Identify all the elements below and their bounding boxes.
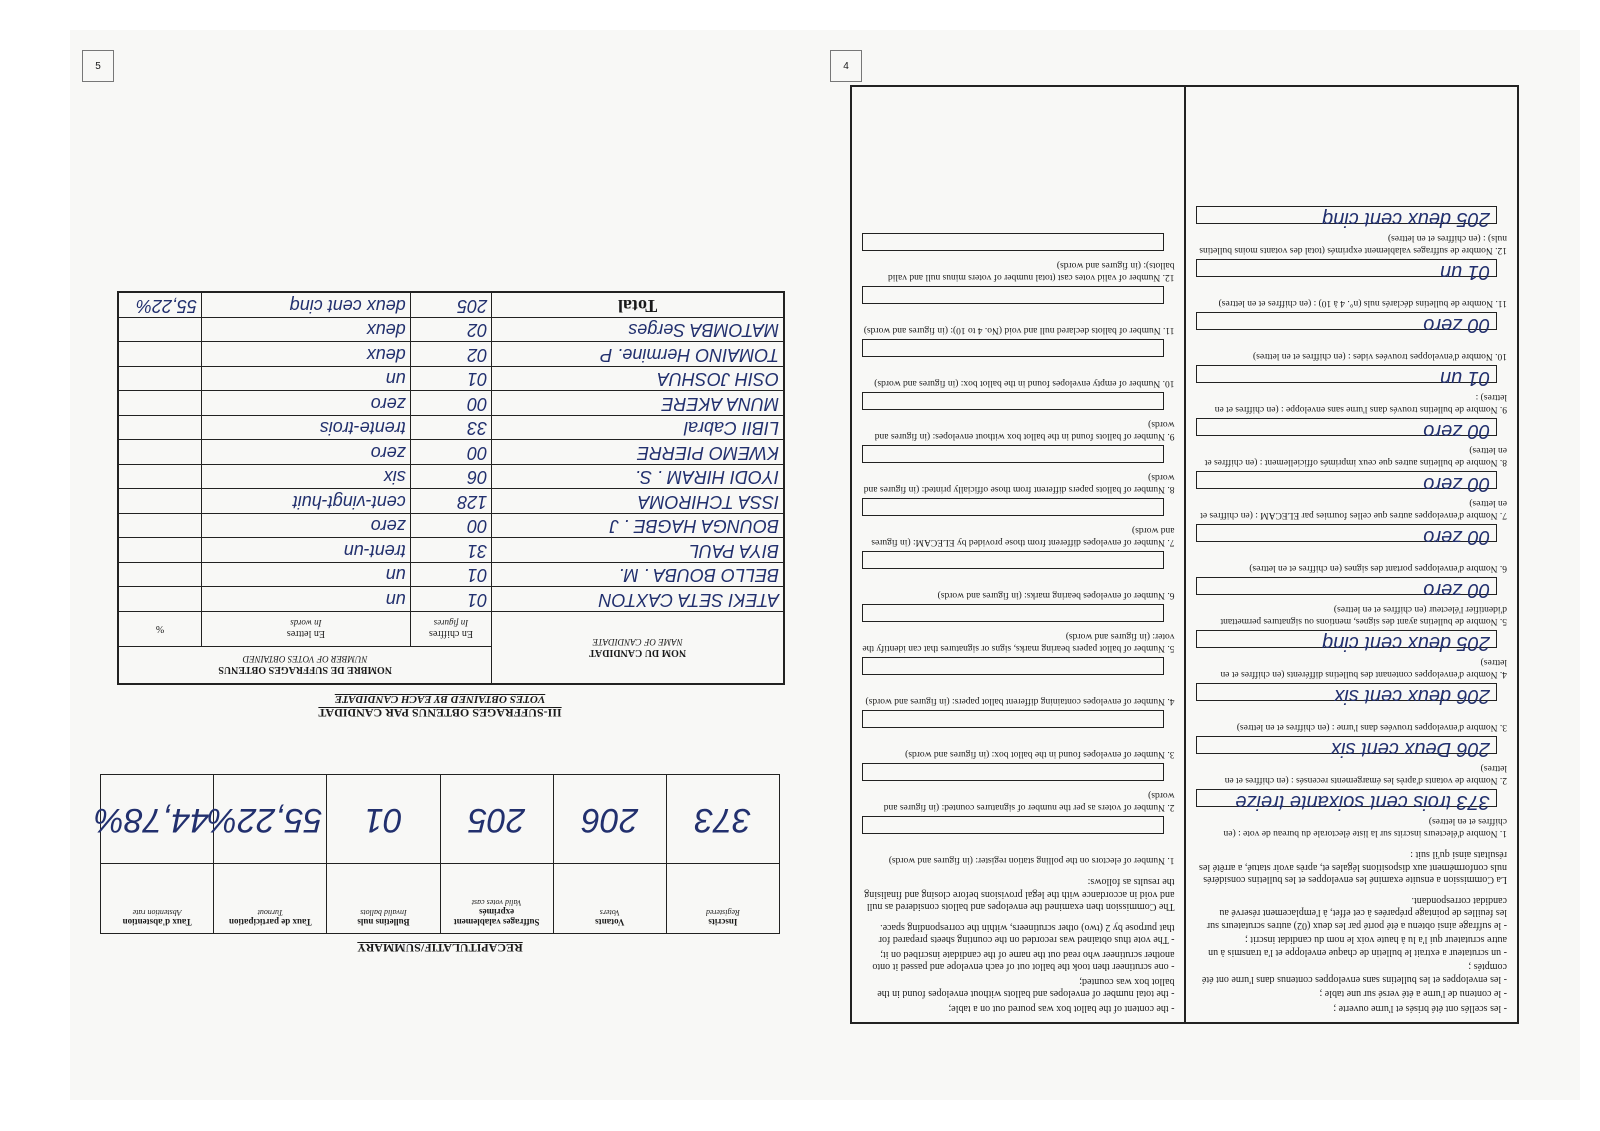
summary-value: 206 <box>553 775 666 864</box>
answer-box <box>862 657 1165 675</box>
candidate-votes-percent <box>118 563 202 588</box>
header-figures-en: In figures <box>433 618 469 629</box>
table-row <box>118 514 784 539</box>
summary-header-fr: Suffrages valablement exprimés <box>453 907 540 927</box>
answer-box <box>862 816 1165 834</box>
minutes-form <box>850 85 1519 1024</box>
total-figures: 205 <box>410 293 491 318</box>
form-question: 5. Number of ballot papers bearing marks, signs or signatures that can identify the voter: (in figures and words) <box>862 631 1175 653</box>
form-question: 2. Number of voters as per the number of signatures counted: (in figures and words) <box>883 790 1175 812</box>
form-item <box>1197 361 1508 414</box>
handwritten-answer: 373 trois cent soixante treize <box>1235 791 1490 813</box>
answer-box <box>1197 206 1498 230</box>
candidate-votes-words: zero <box>202 391 411 416</box>
candidate-votes-words: six <box>202 465 411 490</box>
candidate-name: BELLO BOUBA . M. <box>492 563 784 588</box>
form-item <box>1197 573 1508 626</box>
total-label: Total <box>492 293 784 318</box>
form-item <box>1197 467 1508 520</box>
form-item <box>862 547 1175 600</box>
candidate-votes-words: trente-trois <box>202 416 411 441</box>
summary-value: 55,22% <box>214 775 327 864</box>
form-question: 12. Nombre de suffrages valablement exprimés (total des votants moins bulletins nuls) : (en chiffres et en lettres) <box>1199 233 1507 255</box>
answer-box <box>1197 259 1498 283</box>
summary-value-row <box>101 775 780 864</box>
handwritten-answer: 01 un <box>1439 261 1490 283</box>
form-question: 5. Nombre de bulletins ayant des signes, mentions ou signatures permettant d'identifier l'électeur (en chiffres et en lettres) <box>1220 604 1507 626</box>
summary-value: 44,78% <box>101 775 214 864</box>
form-item <box>1197 308 1508 361</box>
form-question: 9. Number of ballots found in the ballot box without envelopes: (in figures and words) <box>874 419 1175 441</box>
header-votes-obtained <box>118 647 492 685</box>
summary-header-cell <box>101 864 214 934</box>
english-intro: The Commission then examined the envelopes and ballots considered as null and void in accordance with the legal provisions before closing and finalising the results as follows: <box>864 876 1175 913</box>
candidate-votes-figures: 01 <box>410 367 491 392</box>
table-row <box>118 538 784 563</box>
form-question: 6. Nombre d'enveloppes portant des signes (en chiffres et en lettres) <box>1249 563 1507 573</box>
answer-box <box>1197 471 1498 495</box>
table-row <box>118 440 784 465</box>
table-row <box>118 391 784 416</box>
header-words-fr: En lettres <box>286 628 325 640</box>
form-item <box>862 335 1175 388</box>
header-figures-fr: En chiffres <box>429 628 473 640</box>
french-intro: La Commission a ensuite examiné les enveloppes et les bulletins considérés nuls conformément aux dispositions légales et, après avoir statué, a arrêté les résultats ainsi qu'il suit : <box>1199 849 1507 886</box>
candidate-votes-words: un <box>202 563 411 588</box>
results-title-en: VOTES OBTAINED BY EACH CANDIDATE <box>334 693 546 705</box>
candidate-votes-words: cent-vingt-huit <box>202 489 411 514</box>
form-item <box>862 229 1175 282</box>
form-question: 7. Number of envelopes different from those provided by ELECAM: (in figures and words) <box>871 525 1175 547</box>
candidate-name: OSIH JOSHUA <box>492 367 784 392</box>
candidate-name: ATEKI SETA CAXTON <box>492 587 784 612</box>
summary-value: 373 <box>666 775 779 864</box>
candidate-rows <box>118 318 784 612</box>
answer-box <box>862 710 1165 728</box>
candidate-votes-figures: 01 <box>410 587 491 612</box>
form-question: 1. Nombre d'électeurs inscrits sur la liste électorale du bureau de vote : (en chiffres et en lettres) <box>1223 816 1507 838</box>
form-question: 9. Nombre de bulletins trouvés dans l'urne sans enveloppe : (en chiffres et en lettres) : <box>1214 392 1507 414</box>
candidate-votes-words: zero <box>202 440 411 465</box>
candidate-votes-percent <box>118 416 202 441</box>
form-question: 3. Number of envelopes found in the ballot box: (in figures and words) <box>905 749 1175 759</box>
candidate-results-section <box>95 180 785 720</box>
candidate-votes-words: trent-un <box>202 538 411 563</box>
table-row <box>118 587 784 612</box>
form-question: 7. Nombre d'enveloppes autres que celles fournies par ELECAM : (en chiffres et en lettres) <box>1200 498 1507 520</box>
summary-header-fr: Bulletins nuls <box>357 917 410 927</box>
answer-box <box>862 498 1165 516</box>
summary-header-en: Voters <box>599 908 620 917</box>
candidate-votes-percent <box>118 440 202 465</box>
answer-box <box>862 445 1165 463</box>
summary-title: RECAPITULATIF/SUMMARY <box>357 941 523 955</box>
candidate-votes-figures: 06 <box>410 465 491 490</box>
answer-box <box>862 233 1165 251</box>
candidate-name: MUNA AKERE <box>492 391 784 416</box>
answer-box <box>862 392 1165 410</box>
form-item <box>862 600 1175 653</box>
header-votes-en: NUMBER OF VOTES OBTAINED <box>242 654 368 665</box>
page-number: 4 <box>830 50 862 82</box>
french-items <box>1197 202 1508 838</box>
candidate-results-table <box>117 292 785 686</box>
form-item <box>1197 626 1508 679</box>
summary-header-cell <box>214 864 327 934</box>
procedure-bullet: - les enveloppes et les bulletins sans enveloppes contenus dans l'urne ont été comptés ; <box>1201 961 1507 985</box>
procedure-bullet: - the total number of envelopes and ballots without envelopes found in the ballot box was counted; <box>877 976 1175 1000</box>
table-row <box>118 342 784 367</box>
form-item <box>862 441 1175 494</box>
form-item <box>862 653 1175 706</box>
form-question: 12. Number of valid votes cast (total number of voters minus null and valid ballots): (in figures and words) <box>887 260 1175 282</box>
answer-box <box>1197 524 1498 548</box>
total-words: deux cent cinq <box>202 293 411 318</box>
form-question: 11. Number of ballots declared null and void (No. 4 to 10): (in figures and words) <box>863 325 1175 335</box>
form-item <box>1197 679 1508 732</box>
header-words <box>202 612 411 647</box>
table-row <box>118 367 784 392</box>
form-question: 11. Nombre de bulletins déclarés nuls (n°. 4 à 10) : (en chiffres et en lettres) <box>1218 298 1507 308</box>
candidate-votes-figures: 02 <box>410 342 491 367</box>
answer-box <box>862 604 1165 622</box>
procedure-bullet: - un scrutateur a extrait le bulletin de chaque enveloppe et l'a transmis à un autre scrutateur qui l'a lu à haute voix le nom du candidat inscrit ; <box>1208 934 1507 958</box>
handwritten-answer: 206 deux cent six <box>1334 685 1490 707</box>
form-item <box>862 494 1175 547</box>
form-question: 4. Number of envelopes containing different ballot papers: (in figures and words) <box>865 696 1175 706</box>
right-page <box>820 30 1580 1100</box>
header-words-en: In words <box>290 618 322 629</box>
candidate-name: BOUNGA HAGBE . J <box>492 514 784 539</box>
answer-box <box>1197 312 1498 336</box>
summary-header-en: Valid votes cast <box>471 898 522 907</box>
summary-value: 205 <box>440 775 553 864</box>
answer-box <box>1197 365 1498 389</box>
table-row <box>118 416 784 441</box>
summary-header-cell <box>553 864 666 934</box>
procedure-bullet: - The vote thus obtained was recorded on the counting sheets prepared for that purpose by 2 (two) other scrutineers, within the corresponding space. <box>878 922 1175 946</box>
french-bullets <box>1197 894 1508 1015</box>
handwritten-answer: 00 zero <box>1423 526 1490 548</box>
candidate-votes-words: un <box>202 587 411 612</box>
summary-header-en: Turnout <box>257 908 283 917</box>
answer-box <box>862 339 1165 357</box>
candidate-name: TOMAINO Hermine. P <box>492 342 784 367</box>
results-title-fr: III-SUFFRAGES OBTENUS PAR CANDIDAT <box>318 706 562 720</box>
candidate-votes-figures: 02 <box>410 318 491 343</box>
summary-header-cell <box>440 864 553 934</box>
summary-header-fr: Taux de participation <box>228 917 312 927</box>
answer-box <box>1197 789 1498 813</box>
form-item <box>862 388 1175 441</box>
summary-header-fr: Taux d'abstention <box>122 917 192 927</box>
candidate-votes-percent <box>118 489 202 514</box>
form-item <box>1197 414 1508 467</box>
table-row <box>118 465 784 490</box>
candidate-votes-figures: 00 <box>410 514 491 539</box>
summary-header-cell <box>327 864 440 934</box>
answer-box <box>1197 736 1498 760</box>
header-candidate-name-en: NAME OF CANDIDATE <box>592 637 683 647</box>
form-question: 8. Number of ballots papers different from those officially printed: (in figures and words) <box>863 472 1175 494</box>
candidate-votes-words: un <box>202 367 411 392</box>
handwritten-answer: 00 zero <box>1423 314 1490 336</box>
candidate-votes-figures: 128 <box>410 489 491 514</box>
candidate-votes-figures: 00 <box>410 391 491 416</box>
candidate-name: MATOMBA Serges <box>492 318 784 343</box>
header-candidate-name-fr: NOM DU CANDIDAT <box>589 647 687 658</box>
candidate-votes-percent <box>118 587 202 612</box>
procedure-bullet: - le suffrage ainsi obtenu a été porté par les deux (02) autres scrutateurs sur les feuilles de pointage préparées à cet effet, à l'emplacement réservé au candidat correspondant. <box>1206 895 1507 931</box>
procedure-bullet: - one scrutineer then took the ballot out of each envelope and passed it onto another scrutineer who read out the name of the candidate inscribed on it; <box>872 949 1175 973</box>
procedure-bullet: - le contenu de l'urne a été versé sur une table ; <box>1319 988 1507 1000</box>
candidate-votes-figures: 33 <box>410 416 491 441</box>
form-question: 10. Number of empty envelopes found in the ballot box: (in figures and words) <box>874 378 1175 388</box>
left-page <box>70 30 830 1100</box>
header-percent: % <box>118 612 202 647</box>
form-item <box>862 759 1175 812</box>
handwritten-answer: 205 deux cent cinq <box>1322 632 1490 654</box>
summary-header-row <box>101 864 780 934</box>
candidate-votes-words: deux <box>202 342 411 367</box>
candidate-votes-figures: 00 <box>410 440 491 465</box>
candidate-votes-percent <box>118 391 202 416</box>
english-bullets <box>862 921 1175 1015</box>
summary-header-cell <box>666 864 779 934</box>
handwritten-answer: 00 zero <box>1423 473 1490 495</box>
candidate-votes-percent <box>118 342 202 367</box>
summary-header-en: Abstention rate <box>132 908 182 917</box>
candidate-votes-figures: 31 <box>410 538 491 563</box>
candidate-votes-words: deux <box>202 318 411 343</box>
handwritten-answer: 00 zero <box>1423 579 1490 601</box>
form-item <box>1197 520 1508 573</box>
form-question: 10. Nombre d'enveloppes trouvées vides : (en chiffres et en lettres) <box>1253 351 1507 361</box>
form-item <box>1197 202 1508 255</box>
total-percent: 55,22% <box>118 293 202 318</box>
form-item <box>862 282 1175 335</box>
minutes-english-column <box>852 87 1185 1022</box>
answer-box <box>1197 418 1498 442</box>
form-item <box>862 706 1175 759</box>
answer-box <box>1197 630 1498 654</box>
form-question: 8. Nombre de bulletins autres que ceux imprimés officiellement : (en chiffres et en lettres) <box>1204 445 1507 467</box>
form-question: 4. Nombre d'enveloppes contenant des bulletins différents (en chiffres et en lettres) <box>1220 657 1507 679</box>
candidate-votes-percent <box>118 318 202 343</box>
form-question: 2. Nombre de votants d'après les émargements recensés : (en chiffres et en lettres) <box>1224 763 1507 785</box>
form-item <box>1197 255 1508 308</box>
handwritten-answer: 206 Deux cent six <box>1331 738 1490 760</box>
candidate-votes-figures: 01 <box>410 563 491 588</box>
handwritten-answer: 01 un <box>1439 367 1490 389</box>
summary-header-en: Registered <box>705 908 740 917</box>
summary-header-fr: Inscrits <box>708 917 738 927</box>
summary-header-en: Invalid ballots <box>360 908 407 917</box>
header-candidate-name <box>492 612 784 685</box>
candidate-name: IYODI HIRAM . S. <box>492 465 784 490</box>
candidate-name: ISSA TCHIROMA <box>492 489 784 514</box>
candidate-votes-percent <box>118 538 202 563</box>
handwritten-answer: 205 deux cent cinq <box>1322 208 1490 230</box>
summary-header-fr: Votants <box>595 917 625 927</box>
header-figures <box>410 612 491 647</box>
form-question: 3. Nombre d'enveloppes trouvées dans l'urne : (en chiffres et en lettres) <box>1236 722 1507 732</box>
table-row <box>118 563 784 588</box>
candidate-name: KWEMO PIERRE <box>492 440 784 465</box>
candidate-votes-percent <box>118 367 202 392</box>
form-item <box>862 812 1175 865</box>
form-item <box>1197 785 1508 838</box>
summary-value: 01 <box>327 775 440 864</box>
minutes-french-column <box>1185 87 1518 1022</box>
header-votes-fr: NOMBRE DE SUFFRAGES OBTENUS <box>218 664 392 676</box>
candidate-votes-percent <box>118 465 202 490</box>
page-number: 5 <box>82 50 114 82</box>
procedure-bullet: - les scellés ont été brisés et l'urne ouverte ; <box>1333 1003 1507 1014</box>
candidate-name: LIBII Cabral <box>492 416 784 441</box>
table-row <box>118 489 784 514</box>
answer-box <box>1197 683 1498 707</box>
answer-box <box>862 763 1165 781</box>
form-question: 1. Number of electors on the polling station register: (in figures and words) <box>888 855 1175 865</box>
answer-box <box>862 551 1165 569</box>
table-row <box>118 318 784 343</box>
handwritten-answer: 00 zero <box>1423 420 1490 442</box>
form-question: 6. Number of envelopes bearing marks: (in figures and words) <box>937 590 1175 600</box>
summary-table <box>93 774 780 934</box>
total-row <box>118 293 784 318</box>
answer-box <box>1197 577 1498 601</box>
candidate-votes-percent <box>118 514 202 539</box>
form-item <box>1197 732 1508 785</box>
procedure-bullet: - the content of the ballot box was poured out on a table; <box>948 1003 1175 1014</box>
summary-section <box>93 755 780 955</box>
english-items <box>862 229 1175 865</box>
candidate-name: BIYA PAUL <box>492 538 784 563</box>
answer-box <box>862 286 1165 304</box>
candidate-votes-words: zero <box>202 514 411 539</box>
